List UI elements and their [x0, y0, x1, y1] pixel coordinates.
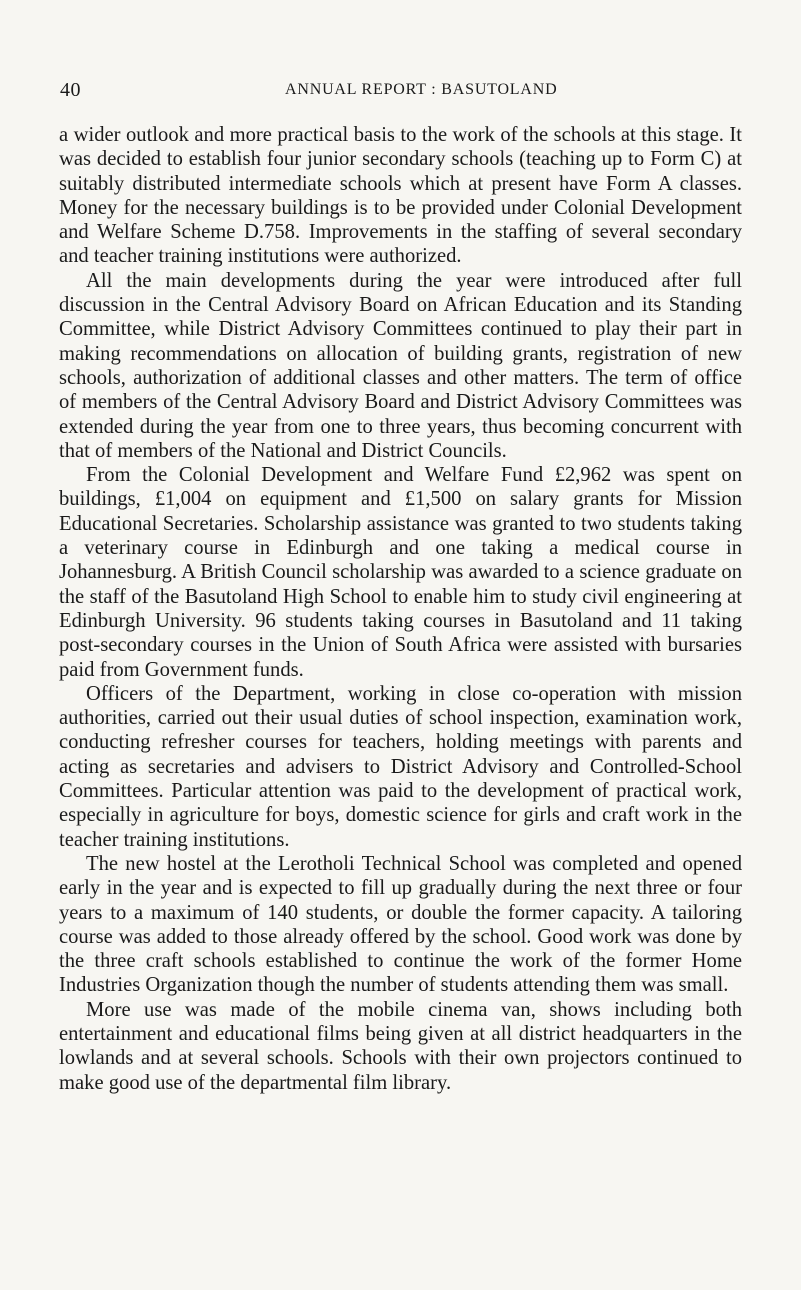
page-header: [60, 79, 740, 103]
paragraph: The new hostel at the Lerotholi Technical School was completed and opened early in the year and is expected to fill up gradually during the next three or four years to a maximum of 140 students, or double the former capacity. A tailoring course was added to those already offered by the school. Good work was done by the three craft schools established to continue the work of the former Home Industries Organization though the number of students attending them was small.: [59, 852, 742, 997]
body-text: [59, 123, 742, 1095]
page-number: 40: [60, 79, 81, 101]
paragraph: Officers of the Department, working in close co-operation with mission authorities, carried out their usual duties of school inspection, examination work, conducting refresher courses for teachers, holding meetings with parents and acting as secretaries and advisers to District Advisory and Controlled-School Committees. Particular attention was paid to the development of practical work, especially in agriculture for boys, domestic science for girls and craft work in the teacher training institutions.: [59, 682, 742, 851]
paragraph: More use was made of the mobile cinema van, shows including both entertainment and educational films being given at all district headquarters in the lowlands and at several schools. Schools with their own projectors continued to make good use of the departmental film library.: [59, 998, 742, 1094]
paragraph: a wider outlook and more practical basis to the work of the schools at this stage. It was decided to establish four junior secondary schools (teaching up to Form C) at suitably distributed intermediate schools which at present have Form A classes. Money for the necessary buildings is to be provided under Colonial Development and Welfare Scheme D.758. Improvements in the staffing of several secondary and teacher training institutions were authorized.: [59, 124, 742, 268]
paragraph: From the Colonial Development and Welfare Fund £2,962 was spent on buildings, £1,004 on equipment and £1,500 on salary grants for Mission Educational Secretaries. Scholarship assistance was granted to two students taking a veterinary course in Edinburgh and one taking a medical course in Johannesburg. A British Council scholarship was awarded to a science graduate on the staff of the Basutoland High School to enable him to study civil engineering at Edinburgh University. 96 students taking courses in Basutoland and 11 taking post-secondary courses in the Union of South Africa were assisted with bursaries paid from Government funds.: [59, 464, 742, 681]
running-title: ANNUAL REPORT : BASUTOLAND: [285, 81, 558, 98]
paragraph: All the main developments during the year were introduced after full discussion in the Central Advisory Board on African Education and its Standing Committee, while District Advisory Committees continued to play their part in making recommendations on allocation of building grants, registration of new schools, authorization of additional classes and other matters. The term of office of members of the Central Advisory Board and District Advisory Committees was extended during the year from one to three years, thus becoming concurrent with that of members of the National and District Councils.: [59, 269, 742, 462]
